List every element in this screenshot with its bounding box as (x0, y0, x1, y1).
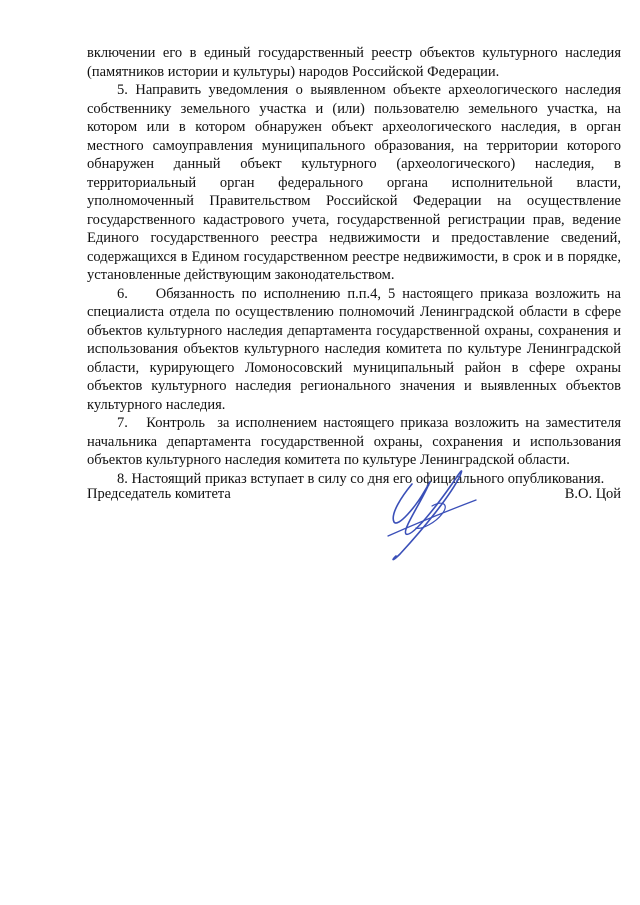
signatory-name: В.О. Цой (564, 486, 621, 502)
signature-stroke-main (393, 471, 462, 560)
document-body (87, 44, 625, 488)
item-8-paragraph: 8. Настоящий приказ вступает в силу со дня его официального опубликования. (117, 470, 605, 487)
handwritten-signature (372, 456, 492, 566)
item-5-paragraph: 5. Направить уведомления о выявленном объекте археологического наследия собственнику земельного участка и (или) пользователю земельного участка, на котором или в котором обнаружен объект археологического наследия, в орган местного самоуправления муниципального образования, на территории которого обнаружен данный объект культурного (археологического) наследия, в территориальный орган федерального органа исполнительной власти, уполномоченный Правительством Российской Федерации на осуществление государственного кадастрового учета, государственной регистрации прав, ведение Единого государственного реестра недвижимости и предоставление сведений, содержащихся в Едином государственном реестре недвижимости, в срок и в порядке, установленные действующим законодательством. (87, 82, 621, 283)
signature-row (87, 486, 621, 506)
item-6-paragraph: 6. Обязанность по исполнению п.п.4, 5 настоящего приказа возложить на специалиста отдела по осуществлению полномочий Ленинградской области в сфере объектов культурного наследия департамента государственной охраны, сохранения и использования объектов культурного наследия комитета по культуре Ленинградской области, курирующего Ломоносовский муниципальный район в сфере охраны объектов культурного наследия регионального значения и выявленных объектов культурного наследия. (87, 285, 625, 413)
item-7-paragraph: 7. Контроль за исполнением настоящего приказа возложить на заместителя начальника департамента государственной охраны, сохранения и использования объектов культурного наследия комитета по культуре Ленинградской области. (87, 415, 625, 468)
signatory-title: Председатель комитета (87, 486, 231, 502)
continuation-paragraph: включении его в единый государственный реестр объектов культурного наследия (памятников истории и культуры) народов Российской Федерации. (87, 45, 621, 80)
